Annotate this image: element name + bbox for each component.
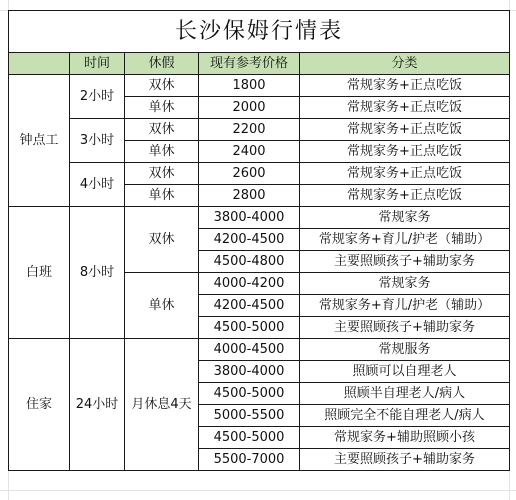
category-cell[interactable]: 住家 — [9, 339, 70, 471]
header-cell-price[interactable]: 现有参考价格 — [199, 53, 300, 75]
header-row — [9, 53, 510, 75]
table-row — [9, 207, 510, 229]
type-cell[interactable]: 常规家务 — [300, 207, 510, 229]
type-cell[interactable]: 常规家务+正点吃饭 — [300, 141, 510, 163]
table-row — [9, 339, 510, 361]
leave-cell[interactable]: 双休 — [125, 119, 199, 141]
price-cell[interactable]: 5000-5500 — [199, 405, 300, 427]
price-cell[interactable]: 2800 — [199, 185, 300, 207]
header-cell-time[interactable]: 时间 — [70, 53, 125, 75]
type-cell[interactable]: 常规家务+育儿/护老（辅助） — [300, 229, 510, 251]
table-row — [9, 75, 510, 97]
leave-cell[interactable]: 双休 — [125, 75, 199, 97]
table-row — [9, 163, 510, 185]
type-cell[interactable]: 常规服务 — [300, 339, 510, 361]
price-cell[interactable]: 2000 — [199, 97, 300, 119]
category-cell[interactable]: 白班 — [9, 207, 70, 339]
price-cell[interactable]: 4200-4500 — [199, 295, 300, 317]
price-cell[interactable]: 2600 — [199, 163, 300, 185]
price-cell[interactable]: 4500-5000 — [199, 383, 300, 405]
table-title[interactable]: 长沙保姆行情表 — [9, 11, 510, 53]
type-cell[interactable]: 常规家务+正点吃饭 — [300, 97, 510, 119]
category-cell[interactable]: 钟点工 — [9, 75, 70, 207]
type-cell[interactable]: 照顾完全不能自理老人/病人 — [300, 405, 510, 427]
price-cell[interactable]: 4500-4800 — [199, 251, 300, 273]
price-cell[interactable]: 3800-4000 — [199, 361, 300, 383]
type-cell[interactable]: 照顾可以自理老人 — [300, 361, 510, 383]
price-cell[interactable]: 3800-4000 — [199, 207, 300, 229]
leave-cell[interactable]: 单休 — [125, 97, 199, 119]
type-cell[interactable]: 常规家务 — [300, 273, 510, 295]
leave-cell[interactable]: 单休 — [125, 141, 199, 163]
time-cell[interactable]: 4小时 — [70, 163, 125, 207]
leave-cell[interactable]: 双休 — [125, 207, 199, 273]
price-cell[interactable]: 4000-4500 — [199, 339, 300, 361]
type-cell[interactable]: 常规家务+正点吃饭 — [300, 75, 510, 97]
type-cell[interactable]: 常规家务+正点吃饭 — [300, 119, 510, 141]
price-cell[interactable]: 4200-4500 — [199, 229, 300, 251]
type-cell[interactable]: 主要照顾孩子+辅助家务 — [300, 317, 510, 339]
price-cell[interactable]: 2200 — [199, 119, 300, 141]
type-cell[interactable]: 常规家务+育儿/护老（辅助） — [300, 295, 510, 317]
type-cell[interactable]: 常规家务+辅助照顾小孩 — [300, 427, 510, 449]
leave-cell[interactable]: 月休息4天 — [125, 339, 199, 471]
header-cell-blank[interactable] — [9, 53, 70, 75]
time-cell[interactable]: 3小时 — [70, 119, 125, 163]
leave-cell[interactable]: 单休 — [125, 185, 199, 207]
type-cell[interactable]: 主要照顾孩子+辅助家务 — [300, 251, 510, 273]
leave-cell[interactable]: 单休 — [125, 273, 199, 339]
time-cell[interactable]: 2小时 — [70, 75, 125, 119]
table-row — [9, 119, 510, 141]
type-cell[interactable]: 常规家务+正点吃饭 — [300, 163, 510, 185]
price-cell[interactable]: 4500-5000 — [199, 317, 300, 339]
price-cell[interactable]: 2400 — [199, 141, 300, 163]
type-cell[interactable]: 常规家务+正点吃饭 — [300, 185, 510, 207]
header-cell-leave[interactable]: 休假 — [125, 53, 199, 75]
price-table — [8, 10, 510, 471]
price-cell[interactable]: 5500-7000 — [199, 449, 300, 471]
time-cell[interactable]: 24小时 — [70, 339, 125, 471]
price-cell[interactable]: 4500-5000 — [199, 427, 300, 449]
leave-cell[interactable]: 双休 — [125, 163, 199, 185]
header-cell-type[interactable]: 分类 — [300, 53, 510, 75]
type-cell[interactable]: 照顾半自理老人/病人 — [300, 383, 510, 405]
price-cell[interactable]: 1800 — [199, 75, 300, 97]
gridline — [0, 490, 516, 491]
price-cell[interactable]: 4000-4200 — [199, 273, 300, 295]
type-cell[interactable]: 主要照顾孩子+辅助家务 — [300, 449, 510, 471]
time-cell[interactable]: 8小时 — [70, 207, 125, 339]
